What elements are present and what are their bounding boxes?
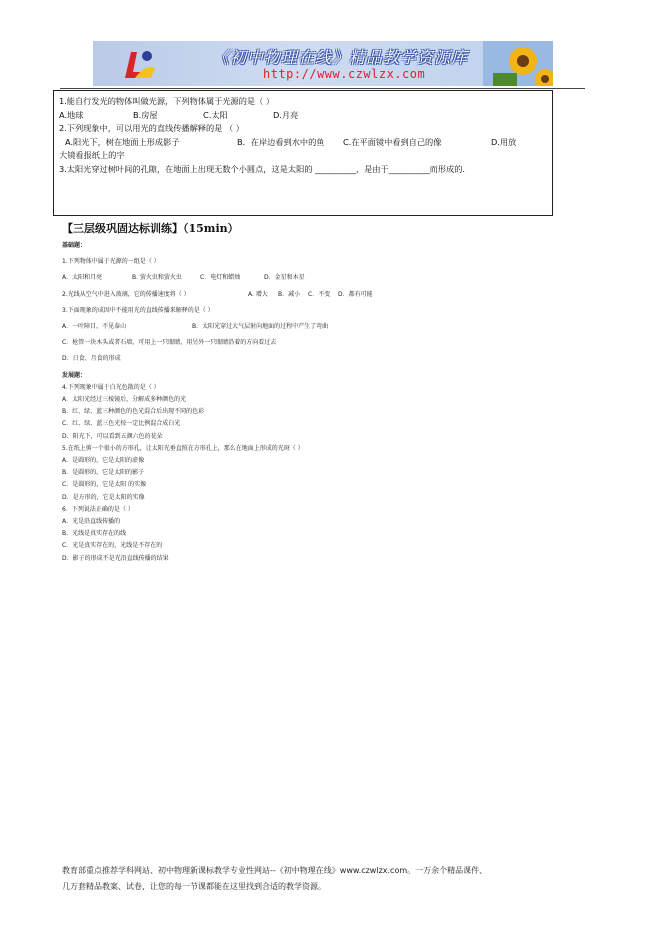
header-divider (60, 88, 585, 89)
q6-option-a: A．光是沿直线传播的 (62, 518, 121, 526)
basic-question-3-option-c: C．枪管一块木头或者石墙，可用上一只眼睛，用另外一只眼睛沿着的方向看过去 (62, 339, 277, 347)
box-question-2-options-continued: 大镜看报纸上的字 (59, 150, 125, 161)
option-d: D.月亮 (273, 109, 299, 120)
option-c: C.太阳 (203, 109, 228, 120)
footer-line-1: 教育部重点推荐学科网站、初中物理新课标教学专业性网站--《初中物理在线》www.czwlzx.com。一万余个精品课件、 (62, 866, 488, 875)
box-question-2-options (59, 136, 547, 150)
q6-option-d: D．影子的形成不是光沿直线传播的结果 (62, 554, 169, 562)
option-a: A.地球 (59, 109, 84, 120)
q5-option-d: D．是方形的，它是太阳的实像 (62, 493, 145, 501)
basic-question-1: 1.下列物体中属于光源的一组是（ ） (62, 258, 160, 266)
basic-question-1-options (62, 272, 552, 284)
basic-question-3: 3.下面现象的成因中不能用光的直线传播来解释的是（ ） (62, 306, 214, 314)
option-a: A. 增大 (248, 290, 268, 298)
q4-option-c: C．红、绿、蓝三色光按一定比例混合成白光 (62, 420, 181, 428)
option-d: D.用放 (491, 136, 517, 147)
sunflower-decoration-icon (483, 41, 553, 86)
question-text: 2.光线从空气中进入玻璃，它的传播速度将（ ） (62, 290, 190, 298)
option-b: B. 萤火虫和萤火虫 (132, 274, 182, 282)
q4-option-d: D．阳光下，可以看到五颜六色的花朵 (62, 432, 163, 440)
basic-question-2 (62, 289, 552, 301)
box-question-1-options (59, 109, 547, 123)
advanced-question-6: 6．下列说法正确的是（ ） (62, 505, 134, 513)
q5-option-b: B．是圆形的，它是太阳的影子 (62, 469, 145, 477)
basic-label: 基础题： (62, 242, 87, 249)
section-title: 【三层级巩固达标训练】（15min） (62, 222, 239, 235)
banner-title: 《初中物理在线》精品教学资源库 (213, 48, 469, 67)
option-c: C．不变 (308, 290, 331, 298)
exercise-content (62, 240, 552, 565)
box-question-2: 2.下列现象中，可以用光的直线传播解释的是 （ ） (59, 123, 244, 134)
advanced-question-4: 4.下列现象中属于白光色散的是（ ） (62, 383, 160, 391)
option-b: B．减小 (278, 290, 301, 298)
advanced-label: 发展题： (62, 371, 87, 379)
option-d: D．都有可能 (338, 290, 373, 298)
box-question-1: 1.能自行发光的物体叫做光源，下列物体属于光源的是（ ） (59, 96, 275, 106)
site-banner (93, 41, 553, 86)
q5-option-c: C．是圆形的，它是太阳 的实像 (62, 481, 147, 489)
q4-option-a: A．太阳光经过三棱镜后，分解成多种颜色的光 (62, 396, 187, 404)
footer-line-2: 几万套精品教案、试卷，让您的每一节课都能在这里找到合适的教学资源。 (62, 882, 326, 891)
advanced-question-5: 5.在纸上剪一个很小的方形孔，让太阳光垂直照在方形孔上，那么在地面上形成的光斑（ ） (62, 444, 304, 452)
question-box (53, 90, 553, 216)
banner-url[interactable]: http://www.czwlzx.com (263, 67, 426, 81)
site-logo-icon (117, 44, 157, 84)
option-b: B.房屋 (133, 109, 158, 120)
option-c: C．电灯和蜡烛 (200, 274, 241, 282)
q6-option-c: C．光是真实存在的，光线是不存在的 (62, 542, 163, 550)
option-a: A.阳光下，树在地面上形成影子 (65, 136, 180, 147)
option-b: B．在岸边看到水中的鱼 (237, 136, 325, 147)
option-a: A．太阳和月亮 (62, 274, 103, 282)
option-a: A．一叶障目，不见泰山 (62, 323, 127, 331)
option-c: C.在平面镜中看到自己的像 (343, 136, 442, 147)
box-question-3: 3.太阳光穿过树叶间的孔隙，在地面上出现无数个小圆点，这是太阳的 __________，是由于__________而形成的． (59, 163, 471, 174)
q5-option-a: A．是圆形的，它是太阳的虚像 (62, 457, 145, 465)
basic-question-3-option-d: D．日食、月食的形成 (62, 355, 121, 363)
option-b: B．太阳光穿过大气层射向地面的过程中产生了弯曲 (192, 323, 329, 331)
q4-option-b: B．红、绿、蓝三种颜色的色光混合后出现不同的色彩 (62, 408, 205, 416)
q6-option-b: B．光线是真实存在的线 (62, 530, 127, 538)
option-d: D．金星和木星 (264, 274, 305, 282)
page-footer (62, 863, 602, 895)
basic-question-3-options (62, 321, 552, 333)
